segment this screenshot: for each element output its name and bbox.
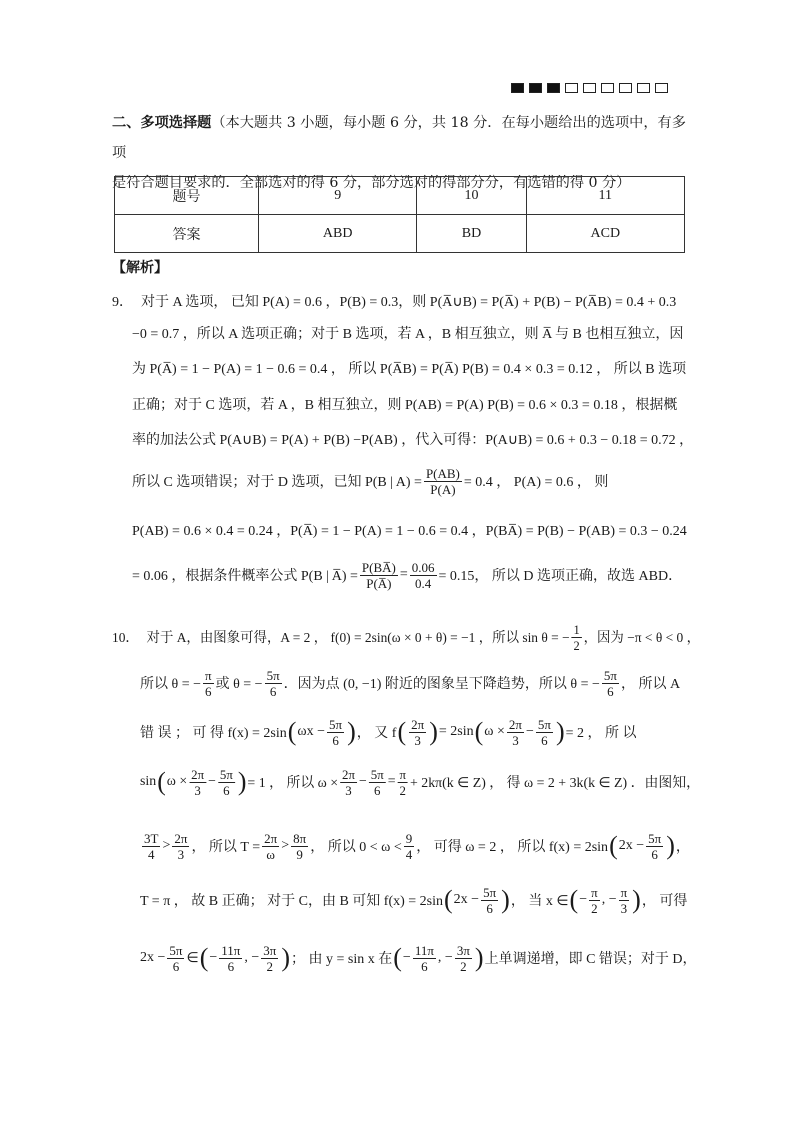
fraction — [646, 831, 663, 862]
answer-cell: ACD — [526, 215, 684, 253]
q9-line-5 — [132, 419, 693, 459]
q10-text: ∈ — [186, 950, 199, 966]
numerator: π — [591, 884, 598, 900]
fraction — [481, 885, 498, 916]
denominator: 6 — [269, 683, 277, 699]
fraction — [291, 831, 308, 862]
left-paren: ( — [444, 885, 453, 914]
numerator: 2π — [174, 830, 188, 846]
numerator: 1 — [573, 621, 580, 637]
q9-text: = 0.15， 所以 D 选项正确，故选 ABD． — [438, 569, 683, 584]
fraction — [369, 767, 386, 798]
answer-cell: BD — [417, 215, 526, 253]
denominator: 6 — [541, 732, 548, 748]
right-paren: ) — [237, 767, 247, 796]
numerator: 5π — [329, 716, 343, 732]
fraction — [424, 466, 462, 497]
q10-text: ； 由 y = sin x 在 — [291, 952, 393, 967]
progress-square-empty — [583, 83, 596, 93]
q10-text: ．因为点 (0, −1) 附近的图象呈下降趋势，所以 θ = − — [283, 677, 600, 692]
denominator: P(A̅) — [366, 575, 392, 591]
numerator: 0.06 — [411, 559, 435, 575]
fraction — [327, 717, 344, 748]
progress-square-empty — [619, 83, 632, 93]
q9-text: 正确；对于 C 选项，若 A ，B 相互独立，则 P(AB) = P(A) P(B) = 0.6 × 0.3 = 0.18 ，根据概 — [132, 398, 678, 413]
q10-text: ωx − — [297, 724, 326, 739]
left-paren: ( — [393, 943, 402, 972]
q9-text: 率的加法公式 P(A∪B) = P(A) + P(B) −P(AB) ，代入可得：P(A∪B) = 0.6 + 0.3 − 0.18 = 0.72 ， — [132, 433, 694, 448]
fraction — [261, 943, 278, 974]
q9-line-6 — [132, 461, 608, 501]
denominator: 6 — [332, 732, 339, 748]
q10-text: = 2sin — [438, 724, 474, 739]
q10-text: ， 可得 — [641, 894, 688, 909]
progress-square-filled — [529, 83, 542, 93]
numerator: 8π — [293, 830, 307, 846]
fraction — [142, 831, 160, 862]
fraction — [189, 767, 206, 798]
numerator: 3T — [144, 830, 159, 846]
q10-text: ， 所以 T = — [191, 840, 261, 855]
denominator: 3 — [345, 782, 352, 798]
fraction — [413, 943, 436, 974]
q10-text: ， 所以 A — [620, 677, 681, 692]
q10-line-1 — [112, 617, 700, 657]
fraction — [507, 717, 524, 748]
minus-sign: − — [208, 774, 216, 789]
numerator: P(BA̅) — [361, 559, 396, 575]
numerator: 2π — [342, 766, 356, 782]
fraction — [404, 831, 415, 862]
fraction — [262, 831, 279, 862]
answer-table — [114, 176, 685, 253]
fraction — [398, 767, 408, 798]
left-paren: ( — [569, 885, 579, 914]
fraction — [619, 885, 630, 916]
q10-text: − — [402, 950, 411, 965]
numerator: 5π — [370, 766, 384, 782]
minus-sign: − — [358, 774, 367, 789]
numerator: 5π — [169, 942, 183, 958]
numerator: 5π — [219, 766, 233, 782]
right-paren: ) — [501, 885, 510, 914]
numerator: 11π — [414, 942, 434, 958]
q10-text: , − — [601, 892, 617, 907]
denominator: 3 — [620, 900, 628, 916]
q10-line-5 — [140, 826, 690, 866]
fraction — [602, 668, 619, 699]
q9-line-4 — [132, 384, 677, 424]
progress-square-empty — [565, 83, 578, 93]
denominator: 3 — [414, 732, 421, 748]
q10-text: = 2 ， 所 以 — [565, 726, 637, 741]
equals-sign: = — [399, 567, 408, 582]
q10-text: ， 当 x ∈ — [510, 894, 569, 909]
progress-square-empty — [637, 83, 650, 93]
answer-cell: ABD — [259, 215, 417, 253]
question-number: 9 — [259, 177, 417, 215]
q10-text: ω × — [484, 724, 505, 739]
numerator: 5π — [603, 667, 617, 683]
analysis-title: 【解析】 — [112, 260, 168, 276]
q10-text: 上单调递增，即 C 错误；对于 D， — [484, 952, 697, 967]
q10-number: 10． — [112, 631, 139, 646]
q10-text: sin — [140, 774, 157, 789]
denominator: 6 — [486, 900, 493, 916]
q10-line-4 — [140, 762, 700, 802]
fraction — [536, 717, 553, 748]
numerator: π — [205, 667, 212, 683]
q10-text: 2x − — [453, 892, 480, 907]
right-paren: ) — [429, 717, 438, 746]
denominator: 2 — [266, 958, 274, 974]
denominator: ω — [266, 846, 275, 862]
row-label-question: 题号 — [115, 177, 259, 215]
q10-text: ， 所以 0 < ω < — [310, 840, 402, 855]
q10-text: 或 θ = − — [215, 677, 263, 692]
denominator: 2 — [591, 900, 598, 916]
q10-text: > — [162, 838, 171, 853]
q9-number: 9． — [112, 295, 133, 310]
page-progress-marker — [511, 83, 668, 93]
denominator: 3 — [177, 846, 185, 862]
denominator: 6 — [651, 846, 658, 862]
denominator: 6 — [227, 958, 235, 974]
left-paren: ( — [397, 717, 407, 746]
q10-text: − — [209, 950, 218, 965]
denominator: 3 — [194, 782, 201, 798]
fraction — [218, 767, 235, 798]
section-title: 二、多项选择题 — [112, 115, 212, 131]
q10-text: 2x − — [618, 838, 645, 853]
left-paren: ( — [157, 767, 166, 796]
q10-line-7 — [140, 938, 697, 978]
denominator: 6 — [374, 782, 381, 798]
table-row — [115, 215, 685, 253]
denominator: 4 — [405, 846, 413, 862]
q9-line-8 — [132, 555, 682, 595]
fraction — [265, 668, 282, 699]
question-number: 10 — [417, 177, 526, 215]
denominator: 6 — [172, 958, 180, 974]
left-paren: ( — [199, 943, 209, 972]
row-label-answer: 答案 — [115, 215, 259, 253]
q10-line-3 — [140, 712, 637, 752]
progress-square-filled — [511, 83, 524, 93]
q9-text: 对于 A 选项， 已知 P(A) = 0.6 ，P(B) = 0.3，则 P(A̅∪B) = P(A̅) + P(B) − P(A̅B) = 0.4 + 0.3 — [141, 295, 677, 310]
left-paren: ( — [287, 717, 297, 746]
fraction — [167, 943, 184, 974]
q10-text: ， 可得 ω = 2 ， 所以 f(x) = 2sin — [416, 840, 609, 855]
q10-text: > — [281, 838, 290, 853]
numerator: P(AB) — [425, 465, 460, 481]
q10-text: 2x − — [140, 950, 166, 965]
numerator: 2π — [411, 716, 425, 732]
denominator: 2 — [399, 782, 406, 798]
section-desc-line1: （本大题共 3 小题，每小题 6 分，共 18 分．在每小题给出的选项中，有多项 — [112, 115, 686, 161]
right-paren: ) — [474, 943, 484, 972]
numerator: 3π — [263, 942, 277, 958]
q9-text: = 0.06 ，根据条件概率公式 P(B | A̅) = — [132, 569, 358, 584]
right-paren: ) — [281, 943, 291, 972]
denominator: 6 — [421, 958, 428, 974]
q9-text: 为 P(A̅) = 1 − P(A) = 1 − 0.6 = 0.4 ， 所以 P(A̅B) = P(A̅) P(B) = 0.4 × 0.3 = 0.12 ， 所以 B 选项 — [132, 362, 687, 377]
numerator: π — [399, 766, 407, 782]
numerator: 5π — [483, 884, 497, 900]
q9-text: 所以 C 选项错误；对于 D 选项，已知 P(B | A) = — [132, 475, 422, 490]
numerator: 2π — [508, 716, 522, 732]
q10-text: + 2kπ(k ∈ Z) ， 得 ω = 2 + 3k(k ∈ Z) ．由图知， — [409, 776, 700, 791]
q10-text: 所以 θ = − — [140, 677, 201, 692]
numerator: 2π — [264, 830, 278, 846]
q10-line-6 — [140, 880, 687, 920]
fraction — [410, 560, 437, 591]
denominator: 2 — [573, 637, 580, 653]
denominator: 6 — [205, 683, 212, 699]
denominator: 6 — [223, 782, 230, 798]
numerator: 5π — [266, 667, 280, 683]
progress-square-empty — [601, 83, 614, 93]
q9-line-3 — [132, 348, 686, 388]
denominator: 3 — [512, 732, 519, 748]
table-row — [115, 177, 685, 215]
question-number: 11 — [526, 177, 684, 215]
fraction — [360, 560, 398, 591]
q10-text: ，因为 −π < θ < 0 ， — [583, 631, 701, 646]
q10-line-2 — [140, 663, 680, 703]
numerator: 11π — [221, 942, 241, 958]
q10-text: ω × — [166, 774, 188, 789]
right-paren: ) — [347, 717, 356, 746]
denominator: 9 — [296, 846, 303, 862]
denominator: 2 — [460, 958, 467, 974]
q10-text: ， — [675, 840, 690, 855]
progress-square-filled — [547, 83, 560, 93]
numerator: 5π — [648, 830, 662, 846]
q9-text: P(AB) = 0.6 × 0.4 = 0.24 ，P(A̅) = 1 − P(A) = 1 − 0.6 = 0.4 ，P(BA̅) = P(B) − P(AB) = 0.3 − 0.24 — [132, 524, 687, 539]
fraction — [572, 622, 582, 653]
q10-text: ， 又 f — [356, 726, 397, 741]
q10-text: 错 误 ； 可 得 f(x) = 2sin — [140, 726, 287, 741]
fraction — [340, 767, 357, 798]
left-paren: ( — [609, 831, 618, 860]
numerator: 5π — [537, 716, 551, 732]
q9-text: −0 = 0.7 ，所以 A 选项正确；对于 B 选项，若 A ，B 相互独立，则 A̅ 与 B 也相互独立，因 — [132, 327, 684, 342]
numerator: 2π — [191, 766, 205, 782]
q10-text: T = π ， 故 B 正确； 对于 C，由 B 可知 f(x) = 2sin — [140, 894, 443, 909]
q10-text: , − — [244, 950, 260, 965]
fraction — [455, 943, 472, 974]
q10-text: = 1 ， 所以 ω × — [247, 776, 339, 791]
numerator: 9 — [405, 830, 413, 846]
fraction — [219, 943, 242, 974]
numerator: π — [620, 884, 628, 900]
progress-square-empty — [655, 83, 668, 93]
right-paren: ) — [555, 717, 565, 746]
fraction — [203, 668, 214, 699]
right-paren: ) — [666, 831, 675, 860]
right-paren: ) — [632, 885, 641, 914]
equals-sign: = — [387, 774, 396, 789]
q10-text: 对于 A，由图象可得，A = 2 ， f(0) = 2sin(ω × 0 + θ) = −1 ，所以 sin θ = − — [146, 631, 570, 646]
denominator: 4 — [147, 846, 155, 862]
q9-text: = 0.4 ， P(A) = 0.6 ， 则 — [463, 475, 609, 490]
q10-text: − — [579, 892, 588, 907]
q9-line-2 — [132, 313, 683, 353]
denominator: 0.4 — [415, 575, 432, 591]
denominator: 6 — [607, 683, 614, 699]
left-paren: ( — [474, 717, 484, 746]
denominator: P(A) — [430, 481, 456, 497]
fraction — [409, 717, 426, 748]
fraction — [589, 885, 600, 916]
minus-sign: − — [525, 724, 534, 739]
q10-text: , − — [437, 950, 453, 965]
fraction — [172, 831, 189, 862]
section-desc-line2: 是符合题目要求的．全部选对的得 6 分，部分选对的得部分分，有选错的得 0 分） — [112, 175, 631, 191]
q9-line-7 — [132, 510, 687, 550]
numerator: 3π — [456, 942, 470, 958]
